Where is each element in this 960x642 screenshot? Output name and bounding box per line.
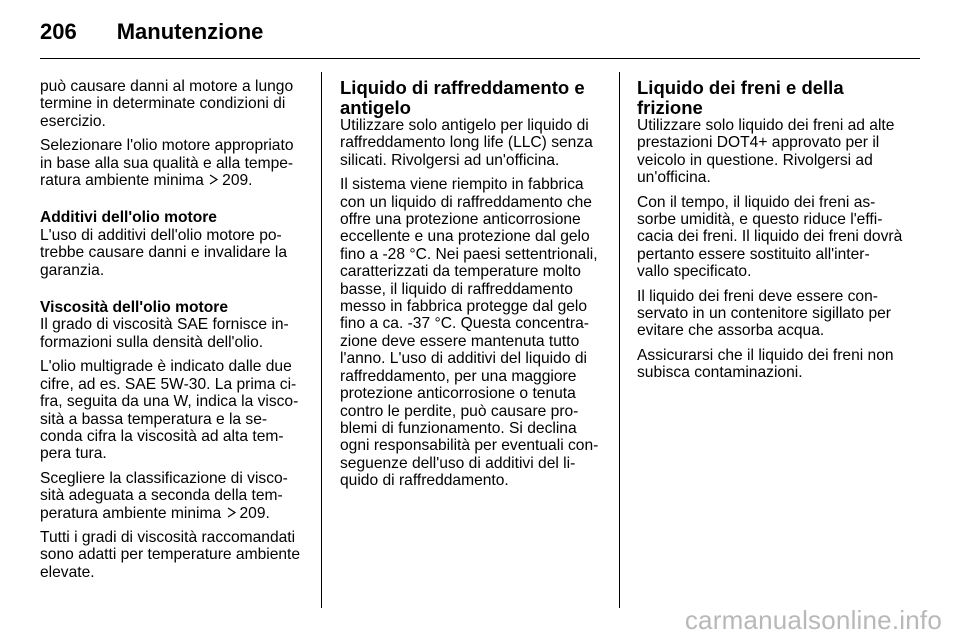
coolant-heading: Liquido di raffreddamento e antigelo: [340, 77, 585, 118]
additivi-text: L'uso di additivi dell'olio motore po- trebbe causare danni e invalidare la garanzia.: [40, 226, 288, 279]
page-reference-arrow-icon[interactable]: [226, 505, 237, 522]
paragraph-select-oil: [40, 137, 302, 189]
column-divider: [321, 72, 322, 608]
coolant-p2: Il sistema viene riempito in fabbrica con un liquido di raffreddamento che offre una protezione anticorrosione eccellente e una protezione dal gelo fino a -28 °C. Nei paesi settentrionali, caratterizzati da temperature molto basse, il liquido di raffreddamento messo in fabbrica protegge dal gelo fino a ca. -37 °C. Questa concentra- zione deve essere mantenuta tutto l'anno. L'uso di additivi del liquido di raffreddamento, per una maggiore protezione anticorrosione o tenuta contro le perdite, può causare pro- blemi di funzionamento. Si declina ogni responsabilità per eventuali con- seguenze dell'uso di additivi del li- quido di raffreddamento.: [340, 176, 599, 490]
viscosita-p3: [40, 470, 302, 522]
viscosita-p1: Il grado di viscosità SAE fornisce in- formazioni sulla densità dell'olio.: [40, 316, 289, 351]
page-number: 206: [40, 19, 77, 44]
viscosita-p3-text: Scegliere la classificazione di visco- sità adeguata a seconda della tem- peratura ambiente minima: [40, 469, 288, 522]
coolant-p1: Utilizzare solo antigelo per liquido di raffreddamento long life (LLC) senza silicati. Rivolgersi ad un'officina.: [340, 117, 593, 169]
page-reference-arrow-icon[interactable]: [208, 172, 219, 189]
brake-fluid-p1: Utilizzare solo liquido dei freni ad alte prestazioni DOT4+ approvato per il veicolo in questione. Rivolgersi ad un'officina.: [637, 117, 895, 187]
brake-fluid-p3: Il liquido dei freni deve essere con- servato in un contenitore sigillato per evitare che assorba acqua.: [637, 287, 891, 340]
column-divider: [619, 72, 620, 608]
watermark: carmanualsonline.info: [684, 605, 942, 635]
brake-fluid-heading: Liquido dei freni e della frizione: [637, 77, 844, 118]
page-header: [40, 14, 263, 50]
page-reference-link[interactable]: 209.: [222, 172, 253, 190]
viscosita-p4: Tutti i gradi di viscosità raccomandati sono adatti per temperature ambiente elevate.: [40, 528, 301, 581]
column-2: [340, 78, 604, 497]
additivi-heading: Additivi dell'olio motore: [40, 209, 217, 227]
brake-fluid-p2: Con il tempo, il liquido dei freni as- sorbe umidità, e questo riduce l'effi- cacia dei freni. Il liquido dei freni dovrà pertanto essere sostituito all'inter- vallo specificato.: [637, 193, 903, 281]
header-rule: [40, 58, 920, 59]
column-3: [637, 78, 903, 389]
paragraph-engine-damage: può causare danni al motore a lungo termine in determinate condizioni di esercizio.: [40, 78, 294, 130]
select-oil-text: Selezionare l'olio motore appropriato in base alla sua qualità e alla tempe- ratura ambiente minima: [40, 137, 294, 190]
viscosita-p2: L'olio multigrade è indicato dalle due cifre, ad es. SAE 5W-30. La prima ci- fra, seguita da una W, indica la visco- sità a bassa temperatura e la se- conda cifra la viscosità ad alta tem- pera tura.: [40, 358, 299, 463]
column-1: [40, 78, 302, 588]
viscosita-heading: Viscosità dell'olio motore: [40, 299, 228, 317]
section-title: Manutenzione: [116, 19, 264, 44]
brake-fluid-p4: Assicurarsi che il liquido dei freni non subisca contaminazioni.: [637, 346, 894, 382]
page-reference-link[interactable]: 209.: [239, 504, 270, 522]
